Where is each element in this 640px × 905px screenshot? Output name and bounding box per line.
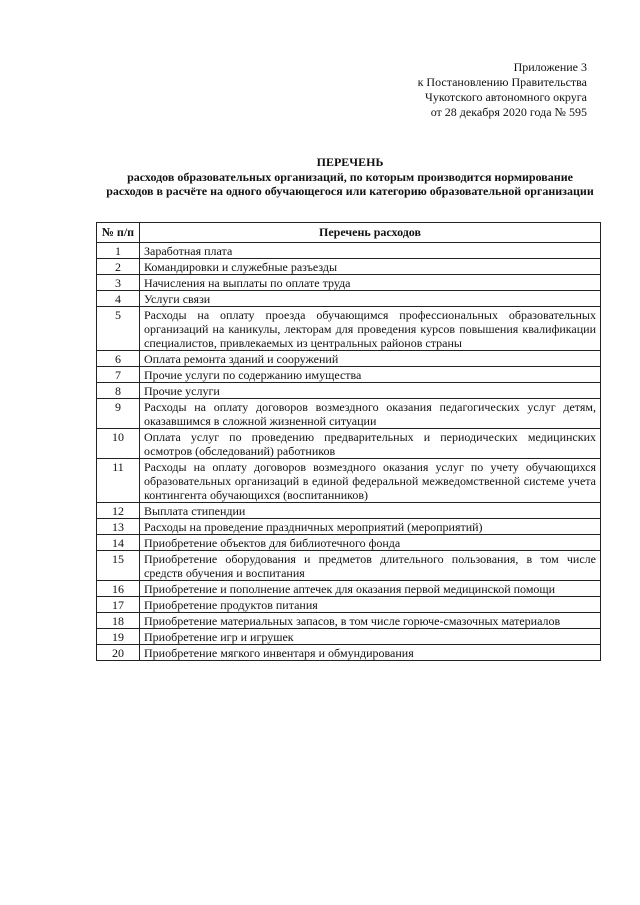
row-expense-name: Командировки и служебные разъезды	[140, 259, 601, 275]
table-row	[97, 503, 601, 519]
table-row	[97, 429, 601, 459]
table-row	[97, 275, 601, 291]
document-subtitle: расходов образовательных организаций, по которым производится нормирование расходов в расчёте на одного обучающегося или категорию образовательной организации	[106, 170, 594, 198]
table-row	[97, 581, 601, 597]
table-row	[97, 399, 601, 429]
row-expense-name: Приобретение и пополнение аптечек для оказания первой медицинской помощи	[140, 581, 601, 597]
table-row	[97, 351, 601, 367]
appendix-line-3: Чукотского автономного округа	[425, 90, 587, 104]
row-number: 5	[97, 307, 140, 351]
row-expense-name: Оплата услуг по проведению предварительных и периодических медицинских осмотров (обследований) работников	[140, 429, 601, 459]
row-number: 3	[97, 275, 140, 291]
appendix-line-4: от 28 декабря 2020 года № 595	[430, 105, 587, 119]
row-number: 13	[97, 519, 140, 535]
row-expense-name: Расходы на оплату проезда обучающимся профессиональных образовательных организаций на каникулы, лекторам для проведения курсов повышения квалификации специалистов, привлекаемых из центральных районов страны	[140, 307, 601, 351]
row-expense-name: Начисления на выплаты по оплате труда	[140, 275, 601, 291]
table-row	[97, 645, 601, 661]
appendix-header	[327, 60, 587, 120]
row-expense-name: Расходы на проведение праздничных мероприятий (мероприятий)	[140, 519, 601, 535]
row-expense-name: Оплата ремонта зданий и сооружений	[140, 351, 601, 367]
appendix-line-2: к Постановлению Правительства	[417, 75, 587, 89]
row-expense-name: Прочие услуги	[140, 383, 601, 399]
row-number: 17	[97, 597, 140, 613]
table-body	[97, 243, 601, 661]
table-row	[97, 259, 601, 275]
document-title: ПЕРЕЧЕНЬ	[316, 155, 384, 169]
row-number: 12	[97, 503, 140, 519]
row-expense-name: Услуги связи	[140, 291, 601, 307]
row-number: 2	[97, 259, 140, 275]
row-number: 1	[97, 243, 140, 259]
row-expense-name: Заработная плата	[140, 243, 601, 259]
row-expense-name: Приобретение материальных запасов, в том числе горюче-смазочных материалов	[140, 613, 601, 629]
table-row	[97, 291, 601, 307]
table-row	[97, 535, 601, 551]
row-expense-name: Приобретение оборудования и предметов длительного пользования, в том числе средств обучения и воспитания	[140, 551, 601, 581]
row-number: 19	[97, 629, 140, 645]
row-number: 9	[97, 399, 140, 429]
row-expense-name: Выплата стипендии	[140, 503, 601, 519]
row-number: 10	[97, 429, 140, 459]
row-expense-name: Приобретение продуктов питания	[140, 597, 601, 613]
row-expense-name: Приобретение мягкого инвентаря и обмундирования	[140, 645, 601, 661]
row-expense-name: Прочие услуги по содержанию имущества	[140, 367, 601, 383]
row-number: 6	[97, 351, 140, 367]
row-number: 20	[97, 645, 140, 661]
table-row	[97, 307, 601, 351]
table-row	[97, 383, 601, 399]
table-row	[97, 597, 601, 613]
document-title-block	[100, 155, 600, 198]
row-expense-name: Приобретение игр и игрушек	[140, 629, 601, 645]
row-number: 15	[97, 551, 140, 581]
row-expense-name: Расходы на оплату договоров возмездного оказания педагогических услуг детям, оказавшимся в сложной жизненной ситуации	[140, 399, 601, 429]
row-number: 4	[97, 291, 140, 307]
header-number: № п/п	[97, 223, 140, 243]
row-number: 16	[97, 581, 140, 597]
table-row	[97, 243, 601, 259]
row-number: 11	[97, 459, 140, 503]
row-expense-name: Приобретение объектов для библиотечного фонда	[140, 535, 601, 551]
table-row	[97, 459, 601, 503]
table-row	[97, 519, 601, 535]
table-row	[97, 367, 601, 383]
appendix-line-1: Приложение 3	[513, 60, 587, 74]
row-number: 7	[97, 367, 140, 383]
table-row	[97, 629, 601, 645]
expenses-table	[96, 222, 601, 661]
row-expense-name: Расходы на оплату договоров возмездного оказания услуг по учету обучающихся образовательных организаций в единой федеральной межведомственной системе учета контингента обучающихся (воспитанников)	[140, 459, 601, 503]
row-number: 14	[97, 535, 140, 551]
row-number: 18	[97, 613, 140, 629]
header-expense-name: Перечень расходов	[140, 223, 601, 243]
table-header-row	[97, 223, 601, 243]
table-row	[97, 613, 601, 629]
row-number: 8	[97, 383, 140, 399]
table-row	[97, 551, 601, 581]
